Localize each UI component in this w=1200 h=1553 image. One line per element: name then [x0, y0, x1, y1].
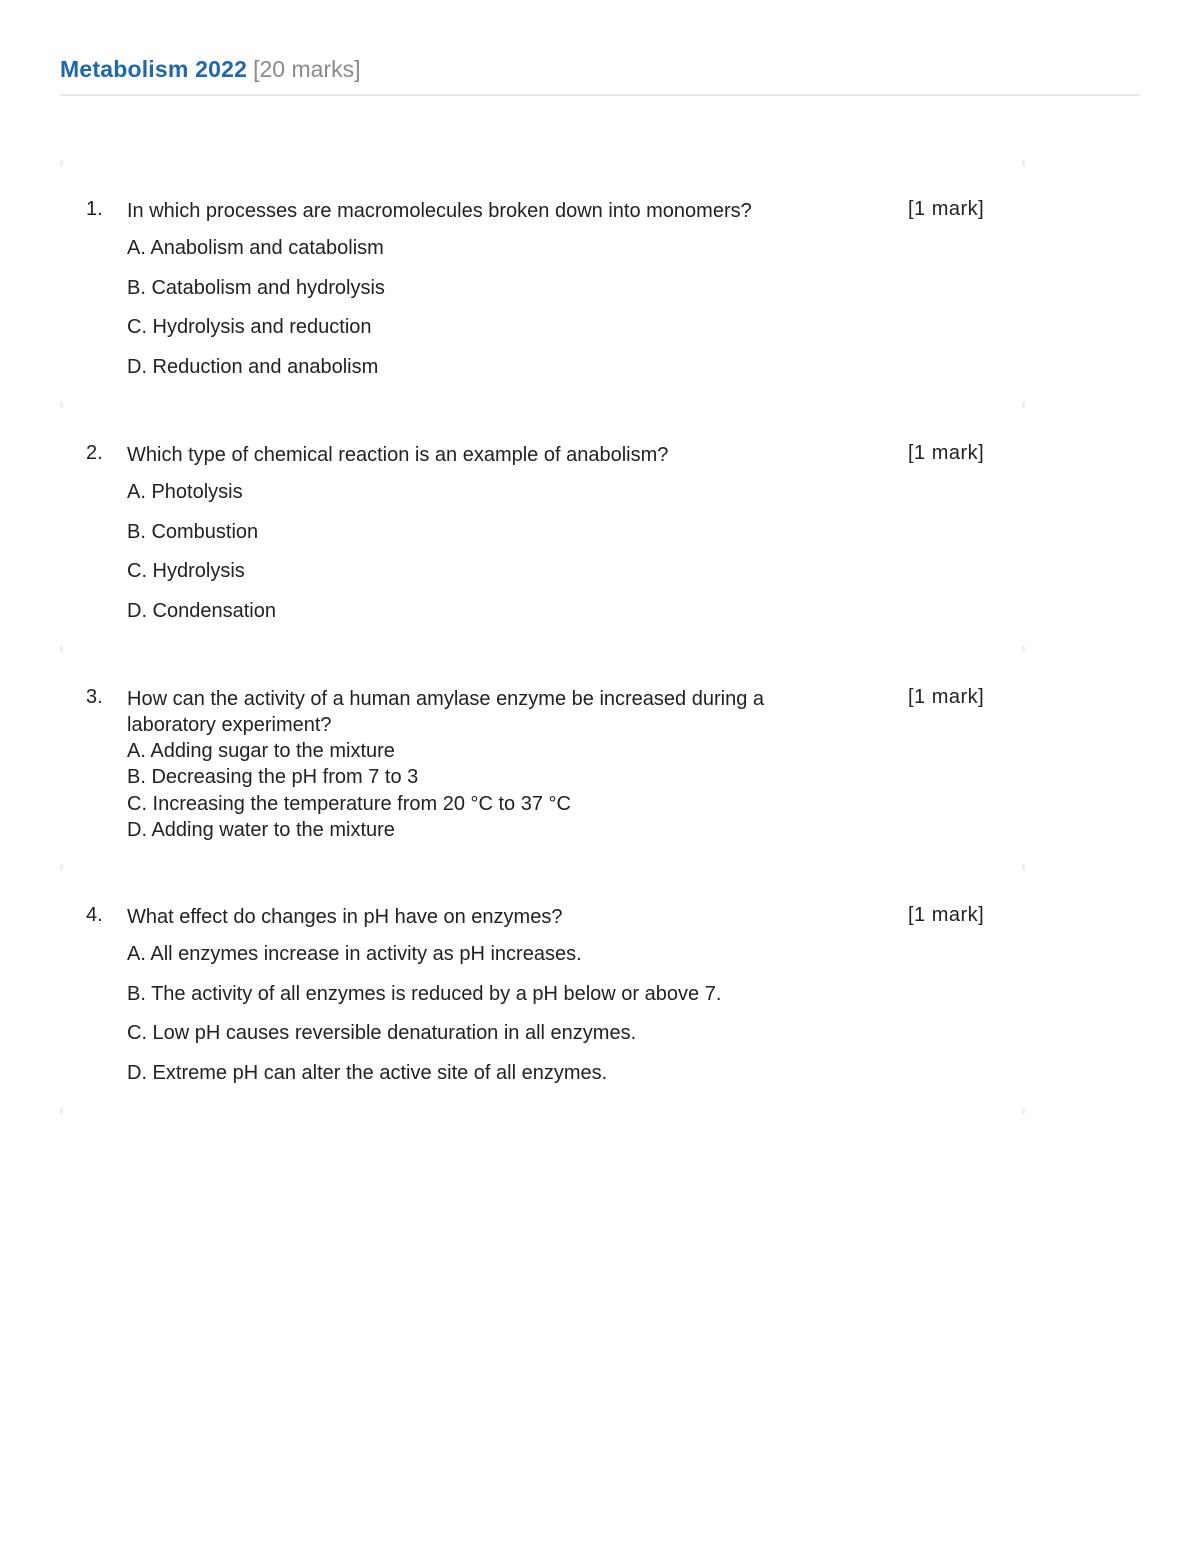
option-b: B. The activity of all enzymes is reduced by a pH below or above 7. — [127, 983, 722, 1005]
option-c: C. Low pH causes reversible denaturation in all enzymes. — [127, 1022, 637, 1044]
option-d: D. Reduction and anabolism — [127, 356, 379, 378]
section-tick — [1022, 402, 1025, 408]
section-tick — [1022, 864, 1025, 870]
question-number: 4. — [86, 904, 103, 926]
question-2 — [60, 404, 1025, 649]
page-title: Metabolism 2022 — [60, 56, 248, 82]
question-mark: [1 mark] — [908, 686, 985, 708]
question-text: How can the activity of a human amylase enzyme be increased during a laboratory experiment? — [127, 688, 765, 736]
question-4 — [60, 866, 1025, 1111]
option-a: A. Anabolism and catabolism — [127, 237, 384, 259]
section-tick — [60, 402, 63, 408]
option-c: C. Hydrolysis — [127, 560, 245, 582]
question-text: In which processes are macromolecules broken down into monomers? — [127, 200, 752, 222]
question-number: 3. — [86, 686, 103, 708]
question-3 — [60, 648, 1025, 866]
section-tick — [60, 864, 63, 870]
option-c: C. Increasing the temperature from 20 °C to 37 °C — [127, 793, 571, 815]
option-a: A. Adding sugar to the mixture — [127, 740, 395, 762]
total-marks: [20 marks] — [253, 56, 361, 82]
question-number: 1. — [86, 198, 103, 220]
option-b: B. Catabolism and hydrolysis — [127, 277, 385, 299]
section-tick — [60, 646, 63, 652]
section-tick — [1022, 646, 1025, 652]
page-header — [60, 56, 1140, 96]
option-a: A. All enzymes increase in activity as pH increases. — [127, 943, 582, 965]
option-b: B. Decreasing the pH from 7 to 3 — [127, 766, 419, 788]
option-d: D. Adding water to the mixture — [127, 819, 395, 841]
section-tick — [60, 1108, 63, 1114]
section-tick — [1022, 1108, 1025, 1114]
section-tick — [1022, 160, 1025, 166]
option-b: B. Combustion — [127, 521, 259, 543]
option-a: A. Photolysis — [127, 481, 243, 503]
section-tick — [60, 160, 63, 166]
question-text: Which type of chemical reaction is an example of anabolism? — [127, 444, 669, 466]
option-d: D. Condensation — [127, 600, 276, 622]
question-1 — [60, 160, 1025, 405]
question-mark: [1 mark] — [908, 442, 985, 464]
question-mark: [1 mark] — [908, 904, 985, 926]
question-text: What effect do changes in pH have on enzymes? — [127, 906, 563, 928]
option-d: D. Extreme pH can alter the active site of all enzymes. — [127, 1062, 608, 1084]
question-mark: [1 mark] — [908, 198, 985, 220]
option-c: C. Hydrolysis and reduction — [127, 316, 372, 338]
question-number: 2. — [86, 442, 103, 464]
